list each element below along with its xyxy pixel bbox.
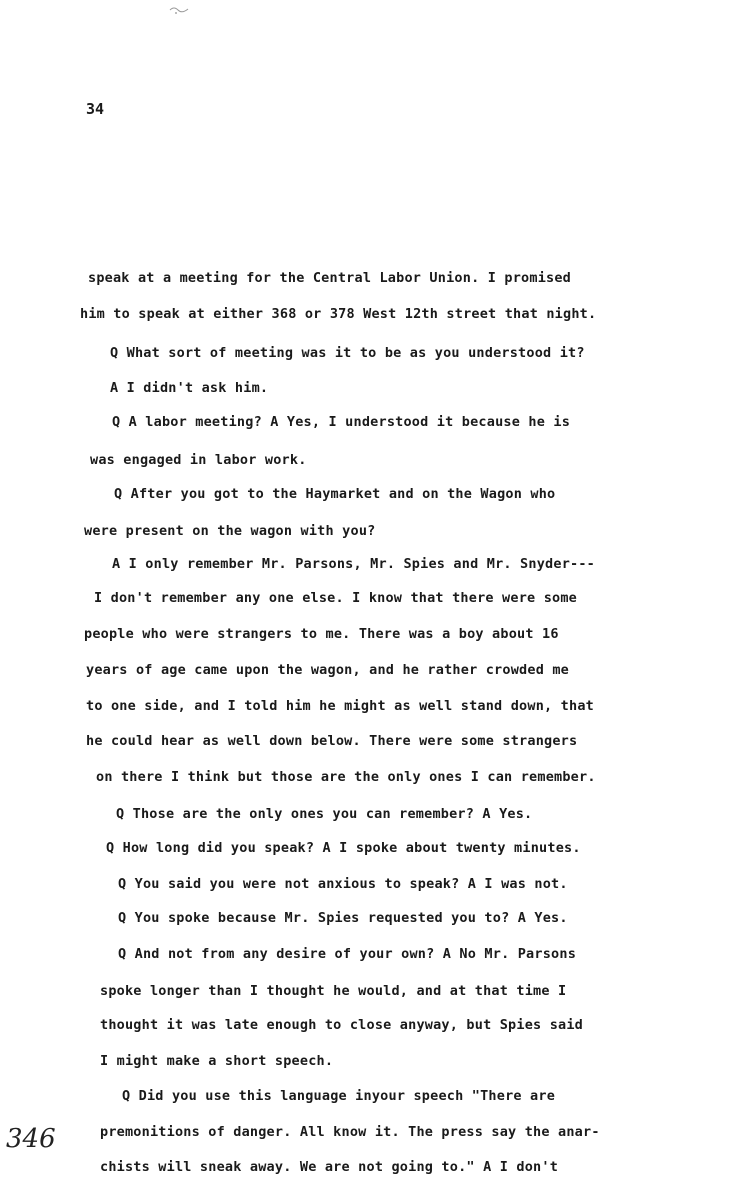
text-line: speak at a meeting for the Central Labor Union. I promised — [88, 270, 572, 286]
text-line: Q A labor meeting? A Yes, I understood it because he is — [112, 414, 571, 430]
text-line: Q What sort of meeting was it to be as you understood it? — [110, 345, 585, 361]
text-line: Q How long did you speak? A I spoke about twenty minutes. — [106, 840, 581, 856]
text-line: chists will sneak away. We are not going to." A I don't — [100, 1159, 559, 1175]
text-line: A I didn't ask him. — [110, 380, 269, 396]
text-line: Q You spoke because Mr. Spies requested you to? A Yes. — [118, 910, 568, 926]
text-line: I might make a short speech. — [100, 1053, 334, 1069]
smudge-mark-icon — [168, 4, 190, 16]
text-line: him to speak at either 368 or 378 West 12th street that night. — [80, 306, 597, 322]
text-line: spoke longer than I thought he would, and at that time I — [100, 983, 567, 999]
text-line: Q Did you use this language inyour speech "There are — [122, 1088, 556, 1104]
text-line: on there I think but those are the only ones I can remember. — [96, 769, 596, 785]
text-line: A I only remember Mr. Parsons, Mr. Spies and Mr. Snyder--- — [112, 556, 596, 572]
page-number: 34 — [86, 100, 105, 118]
text-line: Q And not from any desire of your own? A No Mr. Parsons — [118, 946, 577, 962]
text-line: was engaged in labor work. — [90, 452, 307, 468]
text-line: years of age came upon the wagon, and he rather crowded me — [86, 662, 570, 678]
text-line: Q After you got to the Haymarket and on the Wagon who — [114, 486, 556, 502]
text-line: thought it was late enough to close anyway, but Spies said — [100, 1017, 584, 1033]
handwritten-page-mark: 346 — [6, 1124, 56, 1154]
text-line: were present on the wagon with you? — [84, 523, 376, 539]
text-line: Q Those are the only ones you can remember? A Yes. — [116, 806, 533, 822]
text-line: premonitions of danger. All know it. The press say the anar- — [100, 1124, 600, 1140]
text-line: Q You said you were not anxious to speak? A I was not. — [118, 876, 568, 892]
text-line: he could hear as well down below. There were some strangers — [86, 733, 578, 749]
text-line: I don't remember any one else. I know that there were some — [94, 590, 578, 606]
text-line: people who were strangers to me. There was a boy about 16 — [84, 626, 559, 642]
text-line: to one side, and I told him he might as well stand down, that — [86, 698, 594, 714]
